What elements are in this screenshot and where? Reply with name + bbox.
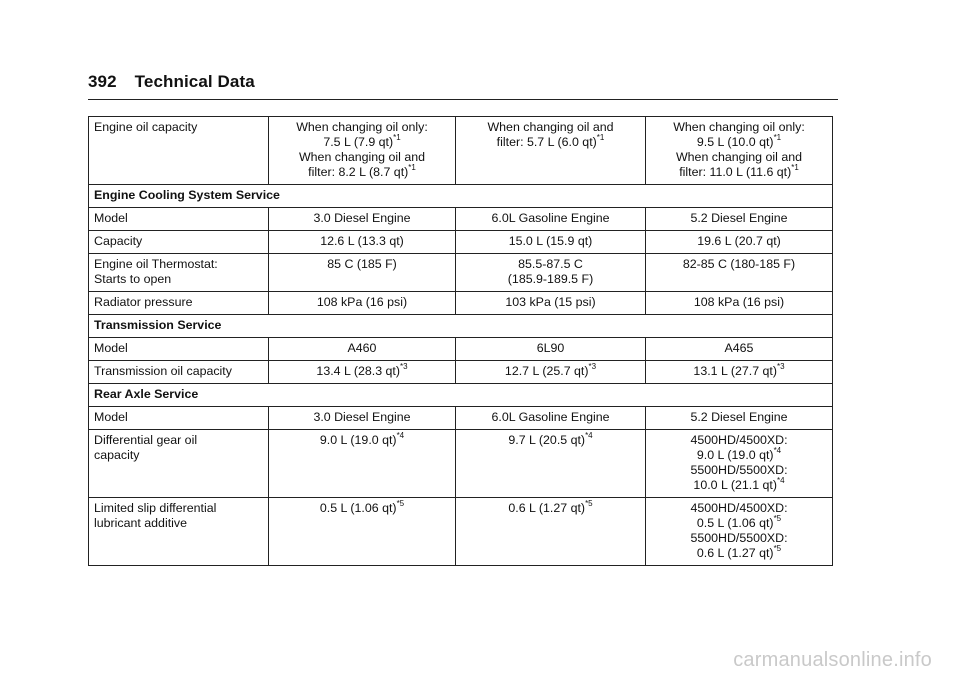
value-cell [269,407,456,430]
value-text: 85 C (185 F) [327,257,397,271]
footnote-marker: *1 [408,162,416,172]
value-text: 0.5 L (1.06 qt) [319,501,397,515]
value-text: 0.6 L (1.27 qt) [696,546,774,560]
value-line [651,120,827,135]
value-text: When changing oil and [298,150,426,164]
value-cell [456,208,646,231]
row-label-line: Engine oil Thermostat: [94,257,218,271]
value-line [274,295,450,310]
page-number: 392 [88,72,117,91]
value-cell [646,292,833,315]
value-cell [646,498,833,566]
value-line [461,120,640,135]
value-text: 82-85 C (180-185 F) [682,257,796,271]
value-text: 5.2 Diesel Engine [690,211,788,225]
row-label [89,208,269,231]
value-line [651,234,827,249]
value-line [461,132,640,150]
value-cell [646,361,833,384]
value-text: 9.0 L (19.0 qt) [696,448,774,462]
value-cell [456,407,646,430]
value-text: 4500HD/4500XD: [690,433,788,447]
value-text: 7.5 L (7.9 qt) [323,135,394,149]
table-row [89,407,833,430]
header-rule [88,99,838,100]
value-cell [646,208,833,231]
row-label-line: Transmission oil capacity [94,364,232,378]
value-text: 103 kPa (15 psi) [505,295,596,309]
value-cell [646,430,833,498]
footnote-marker: *1 [393,132,401,142]
value-text: When changing oil and [487,120,614,134]
footnote-marker: *1 [773,132,782,142]
value-cell [456,254,646,292]
row-label-line: lubricant additive [94,516,187,530]
technical-data-table [88,116,833,566]
value-text: 3.0 Diesel Engine [313,211,411,225]
row-label [89,407,269,430]
value-cell [646,231,833,254]
value-cell [646,407,833,430]
value-line [461,430,640,448]
value-line [651,132,827,150]
value-text: (185.9-189.5 F) [507,272,594,286]
value-cell [456,292,646,315]
value-line [651,162,827,180]
value-line [274,361,450,379]
value-line [461,498,640,516]
value-line [274,132,450,150]
value-text: filter: 5.7 L (6.0 qt) [496,135,597,149]
value-line [274,211,450,226]
section-heading: Transmission Service [89,315,833,338]
section-row [89,384,833,407]
value-line [651,211,827,226]
value-line [651,433,827,448]
value-line [274,430,450,448]
value-text: 13.4 L (28.3 qt) [316,364,400,378]
value-cell [456,117,646,185]
value-line [651,513,827,531]
watermark: carmanualsonline.info [733,649,932,671]
footnote-marker: *3 [588,361,597,371]
value-line [651,543,827,561]
table-row [89,231,833,254]
table-row [89,498,833,566]
value-line [651,341,827,356]
value-text: When changing oil only: [673,120,805,134]
value-cell [456,498,646,566]
table-row [89,430,833,498]
value-text: 12.6 L (13.3 qt) [320,234,404,248]
table-row [89,117,833,185]
row-label-line: Radiator pressure [94,295,193,309]
value-text: 6L90 [536,341,565,355]
value-cell [269,117,456,185]
row-label-line: Model [94,410,128,424]
footnote-marker: *1 [596,132,605,142]
footnote-marker: *4 [773,445,782,455]
section-heading: Rear Axle Service [89,384,833,407]
value-cell [269,430,456,498]
table-row [89,361,833,384]
row-label-line: Starts to open [94,272,172,286]
value-text: 3.0 Diesel Engine [313,410,411,424]
table-row [89,254,833,292]
row-label [89,231,269,254]
value-text: 4500HD/4500XD: [690,501,788,515]
table-body [89,117,833,566]
section-heading: Engine Cooling System Service [89,185,833,208]
value-line [651,150,827,165]
value-text: 108 kPa (16 psi) [316,295,408,309]
value-cell [456,430,646,498]
section-row [89,185,833,208]
value-cell [269,254,456,292]
value-cell [646,254,833,292]
value-text: When changing oil only: [296,120,428,134]
row-label-line: Model [94,211,128,225]
value-line [461,272,640,287]
row-label [89,361,269,384]
footnote-marker: *4 [585,430,593,440]
row-label [89,430,269,498]
value-cell [269,231,456,254]
row-label-line: Engine oil capacity [94,120,198,134]
value-line [651,445,827,463]
value-line [274,150,450,165]
row-label [89,292,269,315]
value-text: 0.5 L (1.06 qt) [696,516,774,530]
value-line [461,295,640,310]
value-text: filter: 11.0 L (11.6 qt) [679,165,792,179]
section-row [89,315,833,338]
value-text: 13.1 L (27.7 qt) [693,364,777,378]
value-line [651,361,827,379]
value-cell [456,231,646,254]
value-line [461,257,640,272]
value-cell [269,292,456,315]
value-text: 9.0 L (19.0 qt) [319,433,397,447]
value-line [274,498,450,516]
value-text: 9.5 L (10.0 qt) [696,135,774,149]
table-row [89,208,833,231]
footnote-marker: *3 [400,361,408,371]
value-text: 5500HD/5500XD: [690,463,788,477]
table-row [89,292,833,315]
value-cell [269,208,456,231]
value-line [461,410,640,425]
value-text: 6.0L Gasoline Engine [491,410,610,424]
footnote-marker: *5 [396,498,405,508]
value-line [651,295,827,310]
value-cell [646,117,833,185]
row-label-line: capacity [94,448,140,462]
value-line [461,234,640,249]
row-label-line: Limited slip differential [94,501,217,515]
value-text: 0.6 L (1.27 qt) [508,501,586,515]
value-text: When changing oil and [675,150,803,164]
footnote-marker: *3 [777,361,785,371]
value-line [461,211,640,226]
value-text: 15.0 L (15.9 qt) [508,234,593,248]
value-text: 108 kPa (16 psi) [693,295,785,309]
footnote-marker: *4 [396,430,405,440]
footnote-marker: *1 [791,162,799,172]
value-text: 85.5-87.5 C [518,257,583,271]
row-label [89,254,269,292]
value-text: A460 [347,341,377,355]
value-line [274,410,450,425]
value-text: A465 [724,341,754,355]
value-text: 5.2 Diesel Engine [690,410,788,424]
value-cell [269,498,456,566]
value-line [461,341,640,356]
value-line [651,475,827,493]
row-label [89,338,269,361]
value-cell [456,361,646,384]
value-text: 19.6 L (20.7 qt) [697,234,781,248]
value-line [651,531,827,546]
page-header [88,72,838,92]
page-title: Technical Data [134,72,255,91]
value-text: 10.0 L (21.1 qt) [693,478,777,492]
value-cell [646,338,833,361]
value-text: 5500HD/5500XD: [690,531,788,545]
value-text: 9.7 L (20.5 qt) [508,433,586,447]
value-line [274,257,450,272]
footnote-marker: *5 [773,513,782,523]
value-line [651,410,827,425]
value-line [651,257,827,272]
footnote-marker: *4 [777,475,785,485]
value-line [274,234,450,249]
footnote-marker: *5 [585,498,593,508]
value-line [274,341,450,356]
value-cell [269,338,456,361]
row-label [89,498,269,566]
value-cell [269,361,456,384]
value-text: filter: 8.2 L (8.7 qt) [308,165,409,179]
row-label-line: Capacity [94,234,143,248]
value-text: 6.0L Gasoline Engine [491,211,610,225]
row-label-line: Differential gear oil [94,433,198,447]
value-text: 12.7 L (25.7 qt) [504,364,589,378]
value-line [274,162,450,180]
row-label-line: Model [94,341,128,355]
table-row [89,338,833,361]
value-line [274,120,450,135]
row-label [89,117,269,185]
value-line [651,501,827,516]
value-line [461,361,640,379]
footnote-marker: *5 [773,543,782,553]
value-cell [456,338,646,361]
value-line [651,463,827,478]
